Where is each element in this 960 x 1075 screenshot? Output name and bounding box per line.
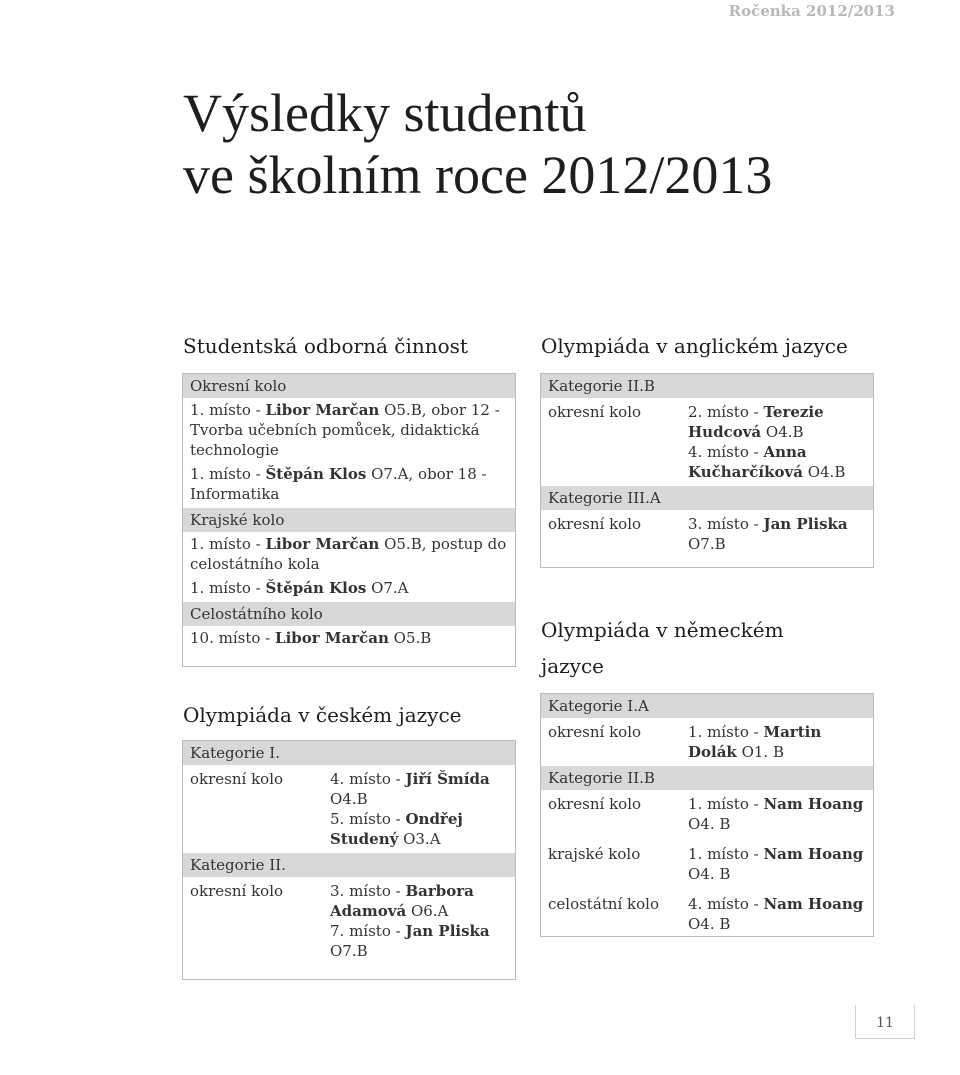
czech-level-label: okresní kolo (190, 770, 284, 788)
german-section-title (541, 612, 784, 684)
english-results-list (688, 400, 866, 482)
czech-level-label: okresní kolo (190, 882, 284, 900)
result-entry: 2. místo - Terezie Hudcová O4.B (688, 403, 824, 441)
czech-category-2-rows (183, 877, 515, 963)
english-category-2-rows (541, 510, 873, 556)
soc-section-title: Studentská odborná činnost (183, 334, 468, 358)
czech-results-box (182, 740, 516, 980)
czech-category-2-band: Kategorie II. (183, 853, 515, 877)
soc-krajske-entry: 1. místo - Štěpán Klos O7.A (190, 579, 409, 597)
soc-results-box (182, 373, 516, 667)
czech-category-1-band: Kategorie I. (183, 741, 515, 765)
english-results-list (688, 512, 866, 554)
soc-krajske-entry: 1. místo - Libor Marčan O5.B, postup do celostátního kola (190, 535, 507, 573)
german-level-label: okresní kolo (548, 795, 642, 813)
soc-okresni-entry: 1. místo - Štěpán Klos O7.A, obor 18 - Informatika (190, 465, 487, 503)
result-entry: 4. místo - Jiří Šmída O4.B (330, 770, 490, 808)
english-category-2-band: Kategorie III.A (541, 486, 873, 510)
german-category-1-rows (541, 718, 873, 764)
english-category-1-rows (541, 398, 873, 484)
german-level-label: krajské kolo (548, 845, 641, 863)
soc-okresni-band: Okresní kolo (183, 374, 515, 398)
result-entry: 3. místo - Barbora Adamová O6.A (330, 882, 474, 920)
yearbook-header: Ročenka 2012/2013 (728, 2, 895, 20)
soc-celostatni-entry: 10. místo - Libor Marčan O5.B (190, 629, 432, 647)
czech-results-list (330, 879, 508, 961)
english-results-box (540, 373, 874, 568)
page-title-line-1: Výsledky studentů (183, 83, 587, 143)
german-title-line-2: jazyce (541, 654, 604, 678)
czech-category-1-rows (183, 765, 515, 851)
german-title-line-1: Olympiáda v německém (541, 618, 784, 642)
result-entry: 4. místo - Nam Hoang O4. B (688, 895, 864, 933)
german-results-box (540, 693, 874, 937)
german-results-list (688, 720, 866, 762)
german-level-label: okresní kolo (548, 723, 642, 741)
german-level-label: celostátní kolo (548, 895, 659, 913)
result-entry: 1. místo - Martin Dolák O1. B (688, 723, 822, 761)
english-level-label: okresní kolo (548, 403, 642, 421)
result-entry: 1. místo - Nam Hoang O4. B (688, 795, 864, 833)
soc-krajske-band: Krajské kolo (183, 508, 515, 532)
result-entry: 5. místo - Ondřej Studený O3.A (330, 810, 463, 848)
english-level-label: okresní kolo (548, 515, 642, 533)
soc-celostatni-band: Celostátního kolo (183, 602, 515, 626)
result-entry: 4. místo - Anna Kučharčíková O4.B (688, 443, 846, 481)
german-category-2-band: Kategorie II.B (541, 766, 873, 790)
soc-okresni-entry: 1. místo - Libor Marčan O5.B, obor 12 - Tvorba učebních pomůcek, didaktická technologie (190, 401, 500, 459)
page-number: 11 (855, 1005, 915, 1039)
german-category-1-band: Kategorie I.A (541, 694, 873, 718)
page-title-line-2: ve školním roce 2012/2013 (183, 145, 773, 205)
german-category-2-rows (541, 790, 873, 936)
page-title (183, 82, 772, 206)
czech-section-title: Olympiáda v českém jazyce (183, 703, 462, 727)
result-entry: 3. místo - Jan Pliska O7.B (688, 515, 848, 553)
english-category-1-band: Kategorie II.B (541, 374, 873, 398)
result-entry: 7. místo - Jan Pliska O7.B (330, 922, 490, 960)
result-entry: 1. místo - Nam Hoang O4. B (688, 845, 864, 883)
english-section-title: Olympiáda v anglickém jazyce (541, 334, 848, 358)
czech-results-list (330, 767, 508, 849)
